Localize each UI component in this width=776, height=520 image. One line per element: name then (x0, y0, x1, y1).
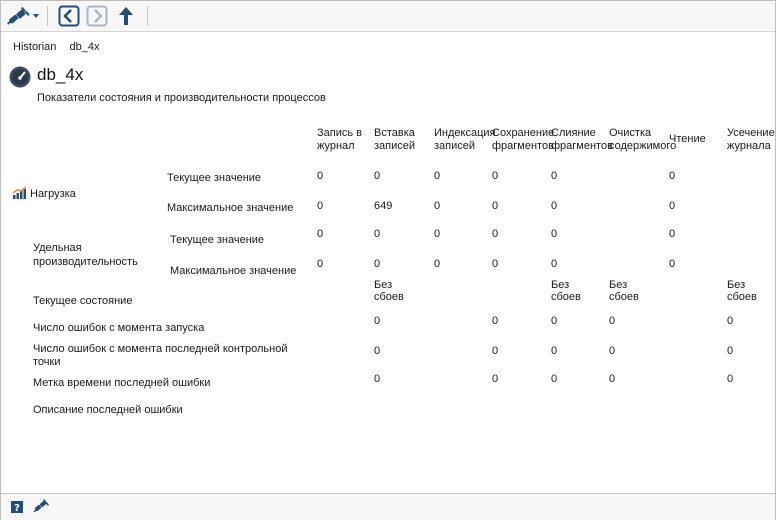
column-header: Вставка записей (374, 127, 416, 152)
plug-icon[interactable] (32, 498, 50, 514)
cell-value: 649 (374, 200, 393, 212)
row-label-max: Максимальное значение (170, 265, 297, 277)
cell-value: 0 (492, 258, 499, 270)
row-label-state: Текущее состояние (33, 295, 133, 307)
cell-value: 0 (551, 315, 558, 327)
cell-value: 0 (492, 228, 499, 240)
cell-value: 0 (492, 200, 499, 212)
cell-value: 0 (669, 170, 676, 182)
row-group-specific: Удельная производительность (33, 242, 138, 268)
column-header: Сохранение фрагментов (492, 127, 555, 152)
cell-value: 0 (374, 170, 381, 182)
cell-value: 0 (492, 345, 499, 357)
cell-value: 0 (434, 200, 441, 212)
row-label-errors-start: Число ошибок с момента запуска (33, 322, 205, 334)
toolbar-separator (147, 6, 148, 26)
column-header: Очистка содержимого (609, 127, 677, 152)
row-label-max: Максимальное значение (167, 202, 294, 214)
cell-value: 0 (374, 228, 381, 240)
cell-value: 0 (669, 258, 676, 270)
column-header: Индексация записей (434, 127, 496, 152)
row-label-errors-checkpoint: Число ошибок с момента последней контрольной точки (33, 343, 288, 368)
cell-value: 0 (434, 258, 441, 270)
cell-value: 0 (492, 170, 499, 182)
page-title: db_4x (37, 65, 84, 84)
cell-value: 0 (609, 315, 616, 327)
cell-value: 0 (317, 200, 324, 212)
state-value: Без сбоев (727, 279, 757, 303)
state-value: Без сбоев (609, 279, 639, 303)
toolbar-separator (47, 6, 48, 26)
cell-value: 0 (492, 373, 499, 385)
back-button[interactable] (57, 4, 81, 28)
help-icon[interactable] (10, 500, 24, 514)
cell-value: 0 (669, 228, 676, 240)
cell-value: 0 (551, 345, 558, 357)
cell-value: 0 (551, 228, 558, 240)
breadcrumb-root[interactable]: Historian (13, 41, 57, 53)
row-group-load: Нагрузка (30, 188, 76, 200)
column-header: Слияние фрагментов (551, 127, 613, 152)
up-arrow-icon (115, 5, 137, 27)
row-label-current: Текущее значение (170, 234, 265, 246)
cell-value: 0 (317, 258, 324, 270)
status-bar (1, 493, 775, 520)
back-icon (58, 5, 80, 27)
cell-value: 0 (374, 258, 381, 270)
up-button[interactable] (114, 4, 138, 28)
cell-value: 0 (609, 345, 616, 357)
breadcrumb (13, 41, 109, 53)
plug-icon (5, 5, 41, 27)
cell-value: 0 (609, 373, 616, 385)
forward-icon (86, 5, 108, 27)
state-value: Без сбоев (374, 279, 404, 303)
breadcrumb-db[interactable]: db_4x (69, 41, 100, 53)
forward-button[interactable] (85, 4, 109, 28)
connect-menu-button[interactable] (5, 4, 41, 28)
cell-value: 0 (551, 258, 558, 270)
cell-value: 0 (551, 200, 558, 212)
speedometer-icon (9, 66, 31, 88)
cell-value: 0 (727, 315, 734, 327)
cell-value: 0 (669, 200, 676, 212)
cell-value: 0 (374, 315, 381, 327)
chevron-down-icon (33, 14, 39, 18)
row-label-current: Текущее значение (167, 172, 262, 184)
column-header: Запись в журнал (317, 127, 362, 152)
cell-value: 0 (434, 228, 441, 240)
cell-value: 0 (551, 373, 558, 385)
toolbar (1, 1, 775, 32)
state-value: Без сбоев (551, 279, 581, 303)
cell-value: 0 (317, 170, 324, 182)
bar-chart-icon (12, 186, 28, 200)
cell-value: 0 (317, 228, 324, 240)
cell-value: 0 (551, 170, 558, 182)
cell-value: 0 (374, 345, 381, 357)
column-header: Усечение журнала (727, 127, 775, 152)
row-label-last-error-desc: Описание последней ошибки (33, 404, 183, 416)
cell-value: 0 (434, 170, 441, 182)
page-subtitle: Показатели состояния и производительности процессов (37, 92, 326, 104)
svg-text:?: ? (14, 503, 20, 514)
cell-value: 0 (374, 373, 381, 385)
cell-value: 0 (727, 345, 734, 357)
cell-value: 0 (727, 373, 734, 385)
cell-value: 0 (492, 315, 499, 327)
row-label-last-error-time: Метка времени последней ошибки (33, 377, 211, 389)
column-header: Чтение (669, 133, 706, 145)
